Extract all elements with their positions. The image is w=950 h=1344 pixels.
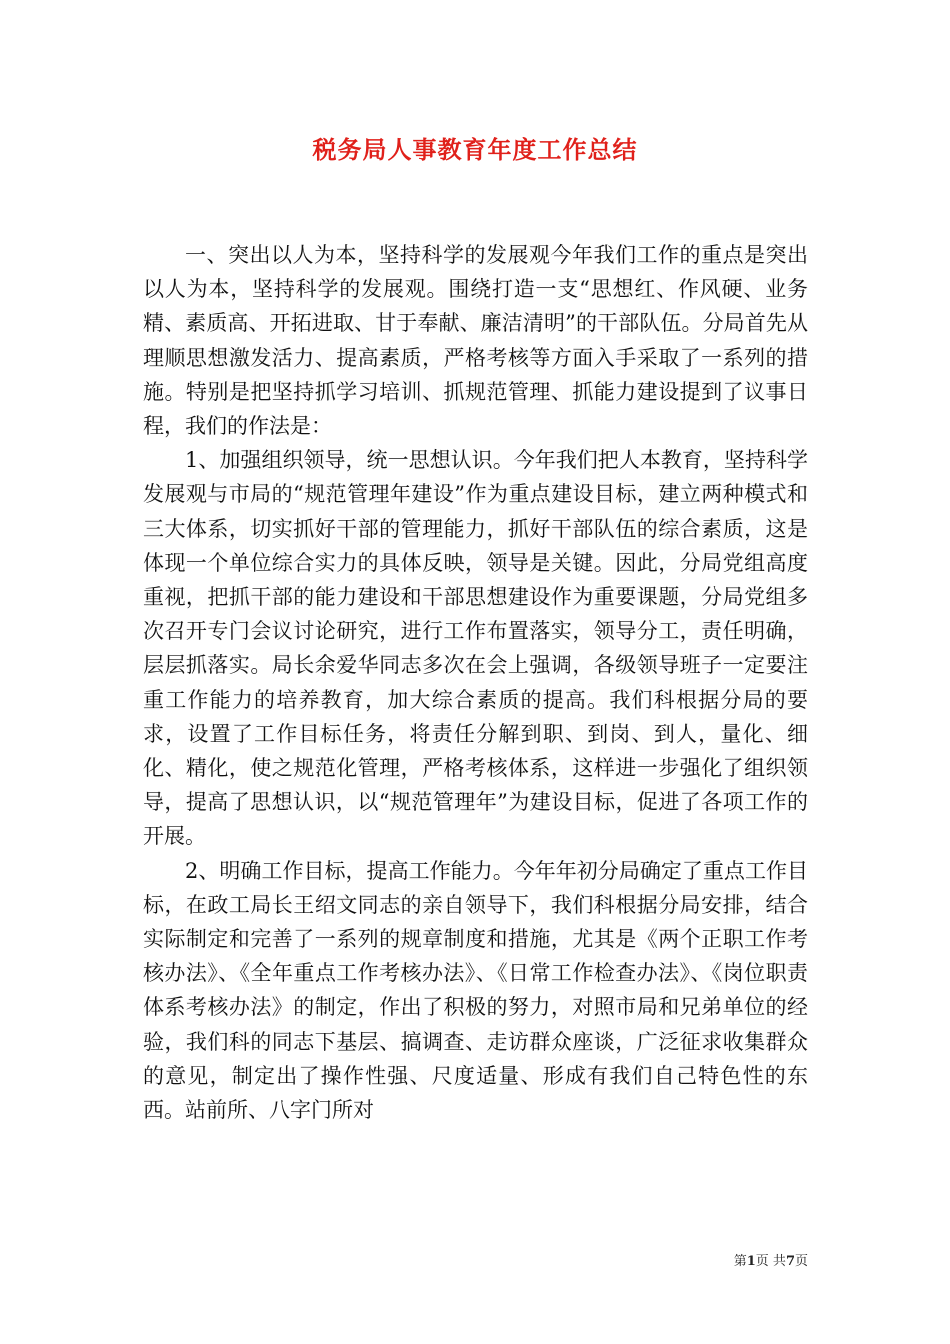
footer-middle: 页 共 [755, 1254, 786, 1269]
paragraph-section-one: 一、突出以人为本，坚持科学的发展观今年我们工作的重点是突出以人为本，坚持科学的发展观。围绕打造一支“思想红、作风硬、业务精、素质高、开拓进取、甘于奉献、廉洁清明”的干部队伍。分局首先从理顺思想激发活力、提高素质，严格考核等方面入手采取了一系列的措施。特别是把坚持抓学习培训、抓规范管理、抓能力建设提到了议事日程，我们的作法是： [143, 243, 808, 439]
document-body [143, 238, 808, 1127]
footer-total-pages: 7 [785, 1254, 795, 1269]
document-title: 税务局人事教育年度工作总结 [312, 135, 638, 164]
footer-prefix: 第 [733, 1254, 747, 1269]
footer-suffix: 页 [794, 1254, 808, 1269]
footer-current-page: 1 [746, 1254, 756, 1269]
paragraph-item-one: 1、加强组织领导，统一思想认识。今年我们把人本教育，坚持科学发展观与市局的“规范管理年建设”作为重点建设目标，建立两种模式和三大体系，切实抓好干部的管理能力，抓好干部队伍的综合素质，这是体现一个单位综合实力的具体反映，领导是关键。因此，分局党组高度重视，把抓干部的能力建设和干部思想建设作为重要课题，分局党组多次召开专门会议讨论研究，进行工作布置落实，领导分工，责任明确，层层抓落实。局长余爱华同志多次在会上强调，各级领导班子一定要注重工作能力的培养教育，加大综合素质的提高。我们科根据分局的要求，设置了工作目标任务，将责任分解到职、到岗、到人，量化、细化、精化，使之规范化管理，严格考核体系，这样进一步强化了组织领导，提高了思想认识，以“规范管理年”为建设目标，促进了各项工作的开展。 [143, 448, 808, 849]
page-number-footer [734, 1250, 808, 1269]
paragraph-item-two: 2、明确工作目标，提高工作能力。今年年初分局确定了重点工作目标，在政工局长王绍文同志的亲自领导下，我们科根据分局安排，结合实际制定和完善了一系列的规章制度和措施，尤其是《两个正职工作考核办法》、《全年重点工作考核办法》、《日常工作检查办法》、《岗位职责体系考核办法》的制定，作出了积极的努力，对照市局和兄弟单位的经验，我们科的同志下基层、搞调查、走访群众座谈，广泛征求收集群众的意见，制定出了操作性强、尺度适量、形成有我们自己特色性的东西。站前所、八字门所对 [143, 858, 808, 1123]
